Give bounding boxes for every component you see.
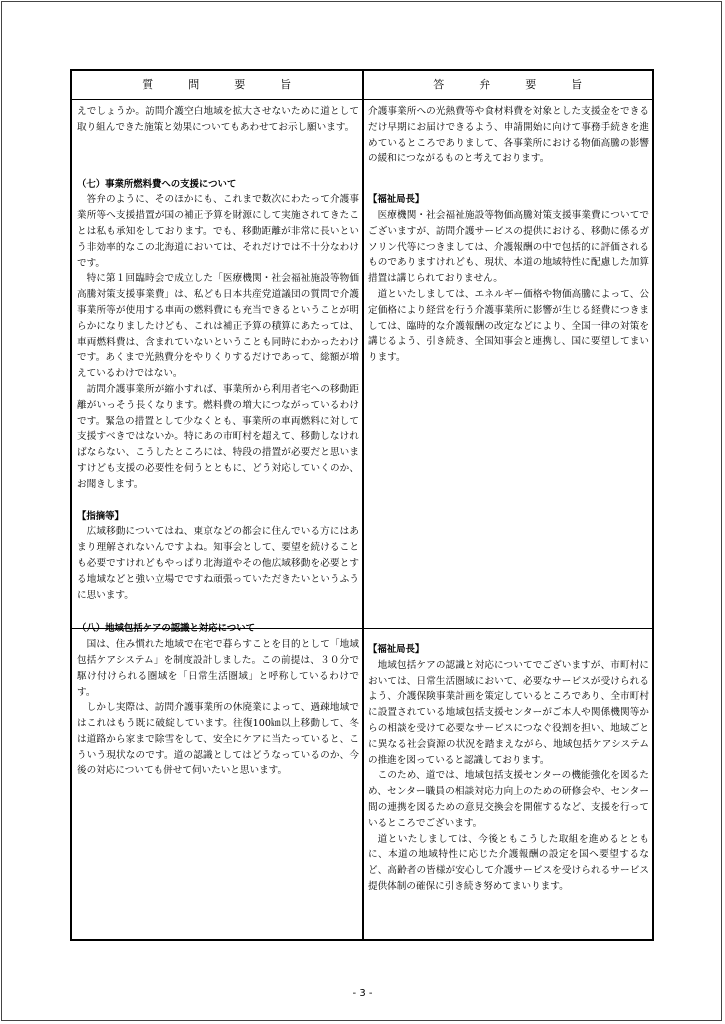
comment-paragraph: 広域移動についてはね、東京などの都会に住んでいる方にはあまり理解されないんですよね。知事会として、要望を続けることも必要ですけれどもやっぱり北海道やその他広域移動を必要とする地域などと強い立場でですね頑張っていただきたいというふうに思います。 xyxy=(77,526,359,601)
question-7-paragraph: 答弁のように、そのほかにも、これまで数次にわたって介護事業所等へ支援措置が国の補正予算を財源にして実施されてきたことは私も承知をしております。でも、移動距離が非常に長いという非効率的なこの北海道においては、それだけでは不十分なわけです。 xyxy=(77,194,359,269)
answer-intro: 介護事業所への光熱費等や食材料費を対象とした支援金をできるだけ早期にお届けできるよう、申請開始に向けて事務手続きを進めているところでありまして、各事業所における物価高騰の影響の緩和につながるものと考えております。 xyxy=(368,106,649,165)
question-8-heading: （八）地域包括ケアの認識と対応について xyxy=(77,623,255,635)
question-8-paragraph: 国は、住み慣れた地域で在宅で暮らすことを目的として「地域包括ケアシステム」を制度設計しました。この前提は、３０分で駆け付けられる圏域を「日常生活圏域」と呼称しているわけです。 xyxy=(77,639,359,698)
answer-column xyxy=(368,104,649,895)
answer-8-paragraph: 地域包括ケアの認識と対応についてでございますが、市町村においては、日常生活圏域において、必要なサービスが受けられるよう、介護保険事業計画を策定しているところであり、全市町村に設置されている地域包括支援センターがご本人や関係機関等からの相談を受けて必要なサービスにつなぐ役割を担い、地域ごとに異なる社会資源の状況を踏まえながら、地域包括ケアシステムの推進を図っていると認識しております。 xyxy=(368,659,649,766)
answer-8-paragraph: 道といたしましては、今後ともこうした取組を進めるとともに、本道の地域特性に応じた介護報酬の設定を国へ要望するなど、高齢者の皆様が安心して介護サービスを受けられるサービス提供体制の確保に引き続き努めてまいります。 xyxy=(368,833,649,892)
answer-8-paragraph: このため、道では、地域包括支援センターの機能強化を図るため、センター職員の相談対応力向上のための研修会や、センター間の連携を図るための意見交換会を開催するなど、支援を行っているところでございます。 xyxy=(368,770,649,829)
answer-7-paragraph: 医療機関・社会福祉施設等物価高騰対策支援事業費についてでございますが、訪問介護サービスの提供における、移動に係るガソリン代等につきましては、介護報酬の中で包括的に評価されるものでありますけれども、現状、本道の地域特性に配慮した加算措置は講じられておりません。 xyxy=(368,209,649,285)
question-7-heading: （七）事業所燃料費への支援について xyxy=(77,178,237,190)
column-divider xyxy=(362,71,364,939)
question-8-paragraph: しかし実際は、訪問介護事業所の休廃業によって、過疎地域ではこれはもう既に破綻しています。往復100㎞以上移動して、冬は道路から家まで除雪をして、安全にケアに当たっていると、こういう現状なのです。道の認識としてはどうなっているのか、今後の対応についても併せて伺いたいと思います。 xyxy=(77,702,359,777)
question-header: 質 問 要 旨 xyxy=(142,78,292,91)
page-number: - 3 - xyxy=(352,988,373,999)
question-7-paragraph: 訪問介護事業所が縮小すれば、事業所から利用者宅への移動距離がいっそう長くなります。燃料費の増大につながっているわけです。緊急の措置として少なくとも、事業所の車両燃料に対して支援すべきではないか。特にあの市町村を超えて、移動しなければならない、こうしたところには、特段の措置が必要だと思いますけども支援の必要性を伺うとともに、どう対応していくのか、お聞きします。 xyxy=(77,383,359,490)
question-intro: えでしょうか。訪問介護空白地域を拡大させないために道として取り組んできた施策と効果についてもあわせてお示し願います。 xyxy=(77,106,359,133)
answer-header: 答 弁 要 旨 xyxy=(433,78,583,91)
qa-table xyxy=(70,69,654,941)
comment-heading: 【指摘等】 xyxy=(77,510,124,522)
answer-7-paragraph: 道といたしましては、エネルギー価格や物価高騰によって、公定価格により経営を行う介護事業所に影響が生じる経費につきましては、臨時的な介護報酬の改定などにより、全国一律の対策を講じるよう、引き続き、全国知事会と連携し、国に要望してまいります。 xyxy=(368,288,649,364)
question-column xyxy=(77,104,359,779)
question-7-paragraph: 特に第１回臨時会で成立した「医療機関・社会福祉施設等物価高騰対策支援事業費」は、私ども日本共産党道議団の質問で介護事業所等が使用する車両の燃料費にも充当できるということが明らかになりましたけども、これは補正予算の積算にあたっては、車両燃料費は、含まれていないということも同時にわかったわけです。あくまで光熱費分をやりくりするだけであって、総額が増えているわけではない。 xyxy=(77,273,359,380)
answer-8-speaker: 【福祉局長】 xyxy=(368,643,425,655)
answer-7-speaker: 【福祉局長】 xyxy=(368,194,425,206)
